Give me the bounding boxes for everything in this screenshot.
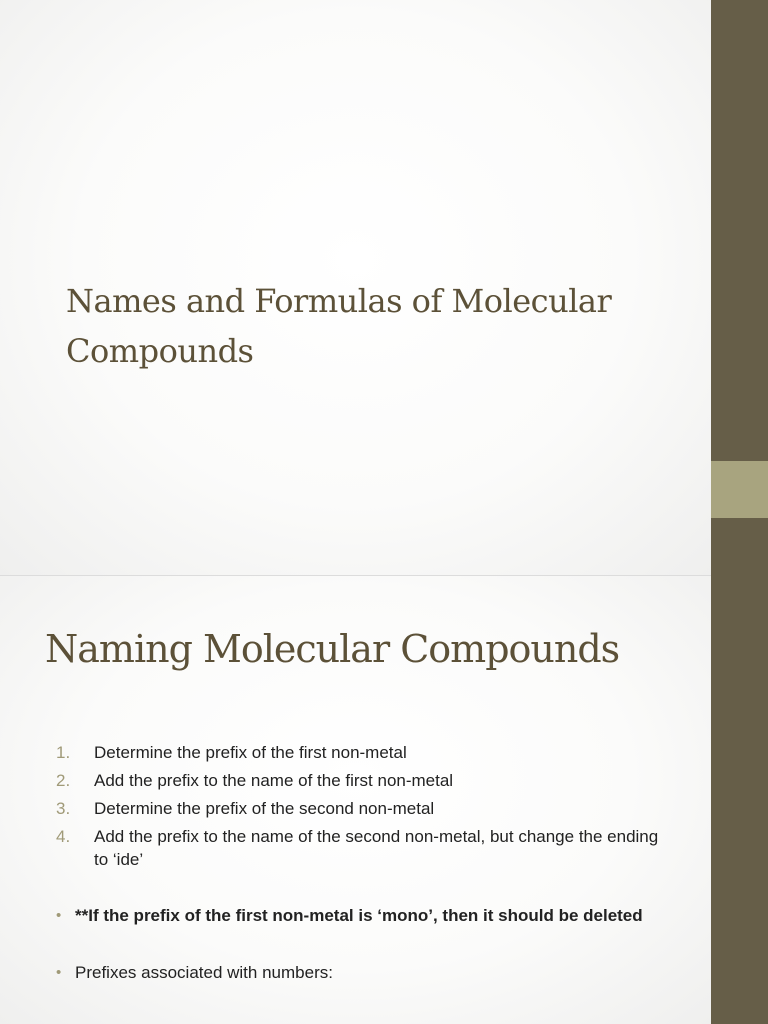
list-item [56,825,676,871]
step-text: Determine the prefix of the second non-metal [94,799,435,818]
bullet-list [56,904,676,984]
step-number: 4. [56,827,71,846]
list-item [56,769,676,792]
bullet-icon: • [56,907,62,924]
bullet-text: Prefixes associated with numbers: [75,963,333,982]
sidebar-accent [711,461,768,518]
list-item [56,961,676,984]
step-text: Add the prefix to the name of the second non-metal, but change the ending to ‘ide’ [94,827,659,869]
slide-1-title: Names and Formulas of Molecular Compounds [66,282,612,370]
list-item [56,741,676,764]
list-item [56,904,676,927]
list-item [56,797,676,820]
steps-list [56,741,676,876]
step-number: 2. [56,771,71,790]
step-text: Determine the prefix of the first non-metal [94,743,407,762]
slide-2-title: Naming Molecular Compounds [45,627,620,671]
bullet-icon: • [56,964,62,981]
bullet-text: **If the prefix of the first non-metal is ‘mono’, then it should be deleted [75,906,643,925]
step-text: Add the prefix to the name of the first non-metal [94,771,454,790]
step-number: 1. [56,743,71,762]
step-number: 3. [56,799,71,818]
